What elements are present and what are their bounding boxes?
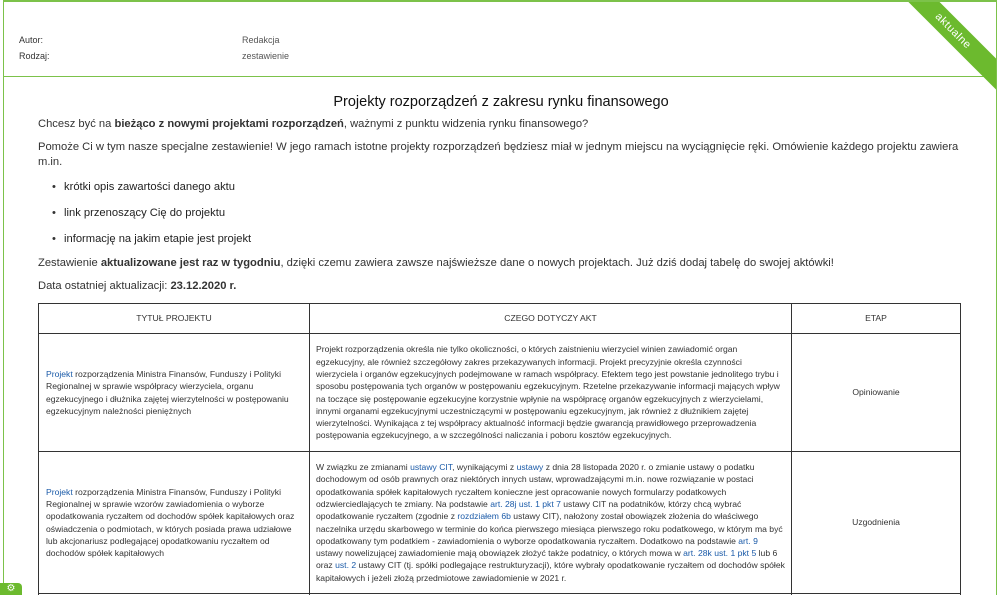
law-link[interactable]: ustawy CIT xyxy=(410,462,453,473)
meta-type-label: Rodzaj: xyxy=(19,51,50,61)
list-item: • link przenoszący Cię do projektu xyxy=(52,206,964,220)
intro-pre: Chcesz być na xyxy=(38,118,115,130)
status-ribbon: aktualne xyxy=(885,0,997,99)
meta-author xyxy=(19,32,289,48)
intro-bold: bieżąco z nowymi projektami rozporządzeń xyxy=(114,118,344,130)
project-link[interactable]: Projekt xyxy=(46,368,73,379)
project-title-text: rozporządzenia Ministra Finansów, Funduszy i Polityki Regionalnej w sprawie współpracy wierzyciela, organu egzekucyjnego i dłużnika zajętej wierzytelności w postępowaniu egzekucyjnym należności pieniężnych xyxy=(46,368,289,416)
header-stage: ETAP xyxy=(792,304,961,334)
project-description-cell xyxy=(310,452,792,594)
header-description: CZEGO DOTYCZY AKT xyxy=(310,304,792,334)
description-paragraph: Pomoże Ci w tym nasze specjalne zestawienie! W jego ramach istotne projekty rozporządzeń będziesz miał w jednym miejscu na wyciągnięcie ręki. Omówienie każdego projektu zawiera m.in. xyxy=(38,141,959,168)
table-row xyxy=(39,452,961,594)
desc-text: W związku ze zmianami xyxy=(316,462,411,473)
header-title: TYTUŁ PROJEKTU xyxy=(39,304,310,334)
project-title-cell xyxy=(39,452,310,594)
projects-table xyxy=(38,303,961,595)
desc-text: ustawy nowelizującej zawiadomienie mają obowiązek złożyć także podatnicy, o których mowa w xyxy=(316,548,684,559)
intro-paragraph xyxy=(38,117,964,132)
desc-text: ustawy CIT (tj. spółki podlegające restrukturyzacji), które wybrały opodatkowanie ryczałtem od dochodów spółek kapitałowych i jeżeli złożą przedmiotowe zawiadomienie w 2021 r. xyxy=(316,560,785,583)
last-update-label: Data ostatniej aktualizacji: xyxy=(38,280,171,292)
para3-bold: aktualizowane jest raz w tygodniu xyxy=(100,257,281,269)
law-link[interactable]: rozdziałem 6b xyxy=(457,511,511,522)
desc-text: lub 6 oraz xyxy=(316,548,778,571)
law-link[interactable]: art. 28j ust. 1 pkt 7 xyxy=(490,498,561,509)
law-link[interactable]: ustawy xyxy=(516,462,544,473)
article-content xyxy=(38,94,964,595)
para3-post: , dzięki czemu zawiera zawsze najświeższe dane o nowych projektach. Już dziś dodaj tabelę do swojej aktówki! xyxy=(280,257,834,269)
update-frequency-paragraph xyxy=(38,256,964,271)
desc-text: ustawy CIT), nałożony został obowiązek złożenia do właściwego naczelnika urzędu skarbowego w terminie do końca pierwszego miesiąca pierwszego roku podatkowego, w którym ma być opodatkowany tym podatkiem - zawiadomienia o wyborze opodatkowania ryczałtem. Dodatkowo na podstawie xyxy=(316,511,783,546)
meta-author-label: Autor: xyxy=(19,35,44,45)
project-description-cell: Projekt rozporządzenia określa nie tylko okoliczności, o których zaistnieniu wierzyciel winien zawiadomić organ egzekucyjny, ale również szczegółowy zakres przekazywanych informacji. Projekt precyzyjnie określa czynności wierzyciela i organów egzekucyjnych podejmowane w ramach współpracy. Efektem tego jest powstanie jednolitego trybu i sposobu postępowania tych organów w postępowaniu egzekucyjnym. Rzetelne przekazywanie informacji mających wpływ na toczące się postępowanie egzekucyjne korzystnie wpłynie na współpracę organów egzekucyjnych z wierzycielami, innymi organami egzekucyjnymi uczestniczącymi w postępowaniu egzekucyjnym, jak również z dłużnikiem zajętej wierzytelności. Wynikająca z tej współpracy aktualność informacji będzie gwarancją prawidłowego przeprowadzenia postępowania egzekucyjnego, a w szczególności naliczania i poboru kosztów egzekucyjnych. xyxy=(310,334,792,452)
law-link[interactable]: art. 9 xyxy=(738,535,758,546)
gear-icon[interactable]: ⚙ xyxy=(0,583,22,595)
law-link[interactable]: ust. 2 xyxy=(335,560,357,571)
document-meta xyxy=(19,32,289,64)
meta-type xyxy=(19,48,289,64)
page-title: Projekty rozporządzeń z zakresu rynku finansowego xyxy=(333,94,669,110)
law-link[interactable]: art. 28k ust. 1 pkt 5 xyxy=(683,548,757,559)
project-title-text: rozporządzenia Ministra Finansów, Funduszy i Polityki Regionalnej w sprawie wzorów zawiadomienia o wyborze opodatkowania ryczałtem od dochodów spółek kapitałowych oraz oświadczenia o podmiotach, w których posiada prawa udziałowe lub akcjonariusz podlegającej opodatkowaniu ryczałtem od dochodów spółek kapitałowych xyxy=(46,486,295,559)
list-item: • informację na jakim etapie jest projekt xyxy=(52,232,964,246)
feature-list xyxy=(52,180,964,246)
last-update-date: 23.12.2020 r. xyxy=(170,280,237,292)
meta-type-value: zestawienie xyxy=(242,51,290,61)
desc-text: , wynikającymi z xyxy=(452,462,517,473)
desc-text: ustawy CIT na podatników, którzy chcą wybrać opodatkowanie ryczałtem (zgodnie z xyxy=(316,498,742,522)
project-link[interactable]: Projekt xyxy=(46,486,73,497)
project-stage-cell: Opiniowanie xyxy=(792,334,961,452)
list-item: • krótki opis zawartości danego aktu xyxy=(52,180,964,194)
last-update xyxy=(38,279,964,294)
project-title-cell xyxy=(39,334,310,452)
meta-divider xyxy=(4,76,996,77)
meta-author-value: Redakcja xyxy=(242,35,280,45)
intro-post: , ważnymi z punktu widzenia rynku finansowego? xyxy=(343,118,589,130)
table-header-row xyxy=(39,304,961,334)
desc-text: z dnia 28 listopada 2020 r. o zmianie ustawy o podatku dochodowym od osób prawnych oraz niektórych innych ustaw, wprowadzającymi m.in. nowe rozwiązanie w postaci opodatkowania spółek kapitałowych ryczałtem konieczne jest opracowanie nowych formularzy podatkowych odzwierciedlających te zmiany. Na podstawie xyxy=(316,462,755,509)
para3-pre: Zestawienie xyxy=(38,257,101,269)
project-stage-cell: Uzgodnienia xyxy=(792,452,961,594)
table-row xyxy=(39,334,961,452)
document-frame xyxy=(3,0,997,595)
